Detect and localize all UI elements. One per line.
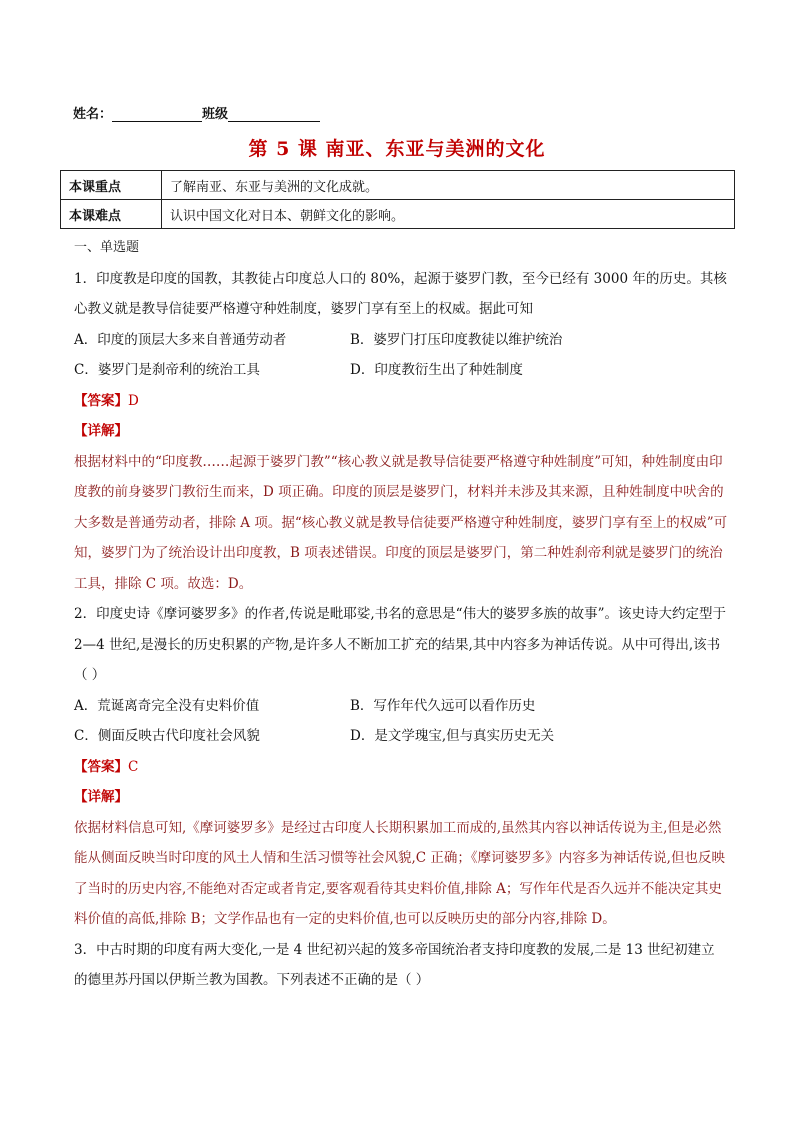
detail-text: 依据材料信息可知,《摩诃婆罗多》是经过古印度人长期积累加工而成的,虽然其内容以神话传说为主,但是必然能从侧面反映当时印度的风土人情和生活习惯等社会风貌,C 正确；《摩诃婆罗多》内容多为神话传说,但也反映了当时的历史内容,不能绝对否定或者肯定,要客观看待其史料价值,排除 A；写作年代是否久远并不能决定其史料价值的高低,排除 B；文学作品也有一定的史料价值,也可以反映历史的部分内容,排除 D。 — [74, 819, 725, 927]
option-d: D．印度教衍生出了种姓制度 — [350, 362, 523, 378]
option-list — [74, 691, 728, 752]
detail-line — [74, 416, 728, 447]
option-b: B．写作年代久远可以看作历史 — [350, 697, 536, 714]
option-c: C．婆罗门是刹帝利的统治工具 — [74, 362, 260, 378]
option-c: C．侧面反映古代印度社会风貌 — [74, 728, 260, 744]
detail-label: 【详解】 — [74, 789, 128, 805]
answer-label: 【答案】 — [74, 392, 128, 409]
detail-line — [74, 782, 728, 813]
table-row — [61, 200, 735, 229]
table-key: 本课重点 — [61, 171, 162, 200]
answer-value: D — [128, 392, 139, 409]
lesson-info-table — [60, 170, 735, 229]
option-b: B．婆罗门打压印度教徒以维护统治 — [350, 331, 563, 348]
section-title: 一、单选题 — [74, 240, 140, 255]
detail-label: 【详解】 — [74, 423, 128, 439]
name-label: 姓名： — [73, 107, 113, 122]
question-stem: 2．印度史诗《摩诃婆罗多》的作者,传说是毗耶娑,书名的意思是“伟大的婆罗多族的故事”。该史诗大约定型于 2—4 世纪,是漫长的历史积累的产物,是许多人不断加工扩充的结果,其中内容多为神话传说。从中可得出,该书（ ） — [74, 606, 726, 683]
class-blank — [228, 107, 320, 122]
question-stem: 3．中古时期的印度有两大变化,一是 4 世纪初兴起的笈多帝国统治者支持印度教的发展,二是 13 世纪初建立的德里苏丹国以伊斯兰教为国教。下列表述不正确的是（ ） — [74, 941, 715, 988]
student-info-line — [73, 103, 320, 122]
table-row — [61, 171, 735, 200]
answer-value: C — [128, 758, 139, 775]
table-value: 了解南亚、东亚与美洲的文化成就。 — [162, 171, 735, 200]
table-value: 认识中国文化对日本、朝鲜文化的影响。 — [162, 200, 735, 229]
option-a: A．荒诞离奇完全没有史料价值 — [74, 697, 260, 714]
answer-line — [74, 386, 728, 417]
class-label: 班级 — [202, 107, 229, 122]
option-a: A．印度的顶层大多来自普通劳动者 — [74, 331, 287, 348]
lesson-title: 第 5 课 南亚、东亚与美洲的文化 — [248, 138, 546, 160]
answer-line — [74, 752, 728, 783]
detail-text: 根据材料中的“印度教……起源于婆罗门教”“核心教义就是教导信徒要严格遵守种姓制度”可知，种姓制度由印度教的前身婆罗门教衍生而来，D 项正确。印度的顶层是婆罗门，材料并未涉及其来源，且种姓制度中吠舍的大多数是普通劳动者，排除 A 项。据“核心教义就是教导信徒要严格遵守种姓制度，婆罗门享有至上的权威”可知，婆罗门为了统治设计出印度教，B 项表述错误。印度的顶层是婆罗门，第二种姓刹帝利就是婆罗门的统治工具，排除 C 项。故选：D。 — [74, 453, 728, 592]
answer-label: 【答案】 — [74, 758, 128, 775]
question-content — [74, 233, 728, 996]
option-d: D．是文学瑰宝,但与真实历史无关 — [350, 728, 555, 744]
table-key: 本课难点 — [61, 200, 162, 229]
option-list — [74, 325, 728, 386]
question-stem: 1．印度教是印度的国教，其教徒占印度总人口的 80%，起源于婆罗门教，至今已经有 3000 年的历史。其核心教义就是教导信徒要严格遵守种姓制度，婆罗门享有至上的权威。据此可知 — [74, 270, 727, 317]
name-blank — [112, 107, 202, 122]
